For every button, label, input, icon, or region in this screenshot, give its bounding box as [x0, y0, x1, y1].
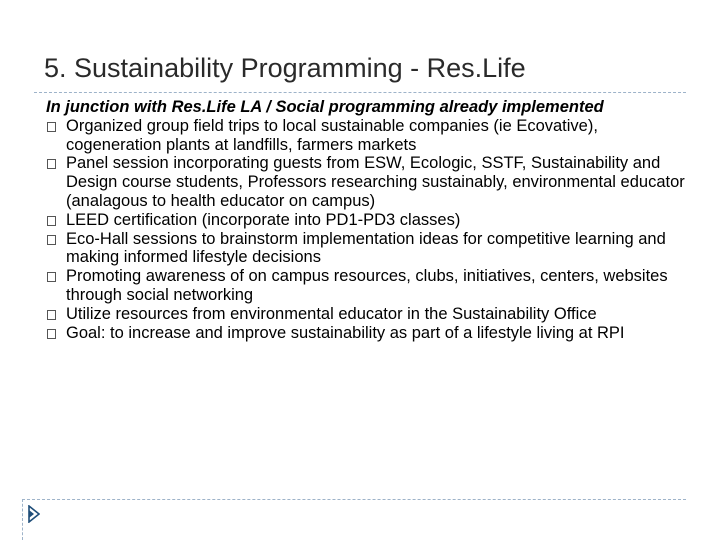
- title-divider: [34, 92, 686, 93]
- bullet-list: [46, 117, 686, 343]
- bullet-text: LEED certification (incorporate into PD1-PD3 classes): [66, 210, 461, 229]
- bullet-text: Goal: to increase and improve sustainability as part of a lifestyle living at RPI: [66, 323, 625, 342]
- square-bullet-icon: [47, 235, 56, 245]
- list-item: [46, 305, 686, 324]
- list-item: [46, 267, 686, 305]
- footer-divider: [22, 499, 686, 500]
- square-bullet-icon: [47, 272, 56, 282]
- corner-divider: [22, 499, 23, 540]
- list-item: [46, 154, 686, 210]
- square-bullet-icon: [47, 122, 56, 132]
- slide-corner-marker-icon: [28, 505, 40, 523]
- list-item: [46, 324, 686, 343]
- bullet-text: Organized group field trips to local sustainable companies (ie Ecovative), cogeneration plants at landfills, farmers markets: [66, 116, 598, 154]
- square-bullet-icon: [47, 159, 56, 169]
- list-item: [46, 230, 686, 268]
- slide-body: [46, 98, 686, 342]
- bullet-text: Promoting awareness of on campus resources, clubs, initiatives, centers, websites through social networking: [66, 267, 668, 304]
- bullet-text: Panel session incorporating guests from ESW, Ecologic, SSTF, Sustainability and Design course students, Professors researching sustainably, environmental educator (analagous to health educator on campus): [66, 154, 685, 210]
- intro-text: In junction with Res.Life LA / Social programming already implemented: [46, 98, 604, 116]
- list-item: [46, 117, 686, 155]
- bullet-text: Utilize resources from environmental educator in the Sustainability Office: [66, 304, 597, 323]
- slide-title: 5. Sustainability Programming - Res.Life: [44, 53, 526, 83]
- square-bullet-icon: [47, 216, 56, 226]
- bullet-text: Eco-Hall sessions to brainstorm implementation ideas for competitive learning and making informed lifestyle decisions: [66, 229, 666, 267]
- square-bullet-icon: [47, 329, 56, 339]
- square-bullet-icon: [47, 310, 56, 320]
- list-item: [46, 211, 686, 230]
